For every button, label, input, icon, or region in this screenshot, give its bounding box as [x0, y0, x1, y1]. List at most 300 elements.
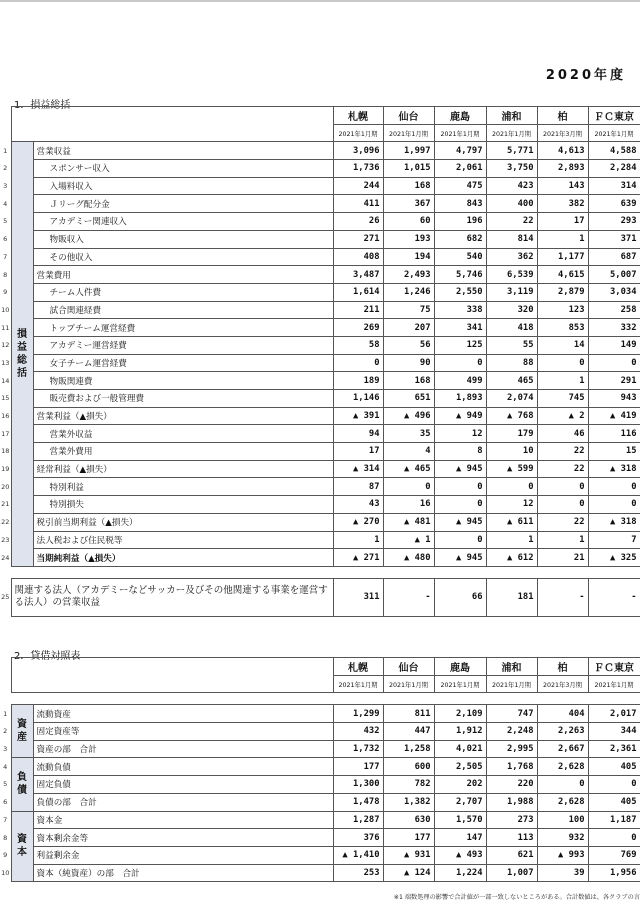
cell-value: 1,287: [333, 811, 383, 829]
cell-value: 639: [588, 195, 640, 213]
cell-value: 0: [588, 496, 640, 514]
cell-value: 1,893: [434, 390, 486, 408]
table-row: [0, 864, 640, 882]
period-header: 2021年1月期: [434, 124, 486, 142]
cell-value: 1,187: [588, 811, 640, 829]
cell-value: 207: [383, 319, 434, 337]
cell-value: 382: [537, 195, 588, 213]
cell-value: 3,487: [333, 266, 383, 284]
cell-value: 769: [588, 846, 640, 864]
cell-value: 17: [333, 443, 383, 461]
spacer: [0, 693, 640, 705]
cell-value: 3,096: [333, 142, 383, 160]
cell-value: 320: [486, 301, 537, 319]
row-number: 10: [1, 868, 10, 877]
row-number: 1: [3, 146, 8, 155]
row-label: チーム人件費: [33, 283, 333, 301]
cell-value: ▲ 1,410: [333, 846, 383, 864]
related-row: [0, 578, 640, 616]
cell-value: 2,248: [486, 723, 537, 741]
cell-value: ▲ 2: [537, 407, 588, 425]
cell-value: 244: [333, 177, 383, 195]
row-number: 10: [1, 305, 10, 314]
cell-value: 423: [486, 177, 537, 195]
cell-value: ▲ 124: [383, 864, 434, 882]
table-row: [0, 758, 640, 776]
row-number: 2: [3, 727, 8, 736]
cell-value: 814: [486, 230, 537, 248]
table-row: [0, 266, 640, 284]
cell-value: 17: [537, 213, 588, 231]
cell-value: 2,361: [588, 740, 640, 758]
cell-value: 100: [537, 811, 588, 829]
row-number: 1: [3, 709, 8, 718]
club-header: 札幌: [333, 658, 383, 676]
cell-value: 94: [333, 425, 383, 443]
cell-value: ▲ 391: [333, 407, 383, 425]
row-number: 18: [1, 447, 10, 456]
cell-value: 179: [486, 425, 537, 443]
row-label: 特別利益: [33, 478, 333, 496]
cell-value: ▲ 931: [383, 846, 434, 864]
table-row: [0, 531, 640, 549]
cell-value: 1,732: [333, 740, 383, 758]
cell-value: 2,628: [537, 758, 588, 776]
cell-value: 630: [383, 811, 434, 829]
row-label: 負債の部 合計: [33, 793, 333, 811]
row-number: 22: [1, 518, 10, 527]
table-row: [0, 776, 640, 794]
row-number: 19: [1, 465, 10, 474]
row-label: 固定負債: [33, 776, 333, 794]
club-header: ＦＣ東京: [588, 107, 640, 125]
cell-value: 1,246: [383, 283, 434, 301]
cell-value: 0: [537, 478, 588, 496]
side-label: [11, 811, 33, 882]
cell-value: 0: [434, 496, 486, 514]
cell-value: 2,061: [434, 160, 486, 178]
period-header: 2021年1月期: [486, 675, 537, 693]
cell-value: 10: [486, 443, 537, 461]
cell-value: 0: [588, 478, 640, 496]
cell-value: ▲ 949: [434, 407, 486, 425]
cell-value: -: [537, 578, 588, 616]
row-label: 資本剰余金等: [33, 829, 333, 847]
cell-value: 338: [434, 301, 486, 319]
cell-value: 2,628: [537, 793, 588, 811]
cell-value: ▲ 945: [434, 460, 486, 478]
row-label: 特別損失: [33, 496, 333, 514]
cell-value: 1,300: [333, 776, 383, 794]
period-header: 2021年1月期: [486, 124, 537, 142]
row-number: 21: [1, 500, 10, 509]
cell-value: ▲ 271: [333, 549, 383, 567]
cell-value: 1,224: [434, 864, 486, 882]
row-label: 資産の部 合計: [33, 740, 333, 758]
cell-value: 16: [383, 496, 434, 514]
cell-value: ▲ 993: [537, 846, 588, 864]
cell-value: 0: [434, 531, 486, 549]
row-number: 3: [3, 182, 8, 191]
header-row: [0, 107, 640, 125]
cell-value: 194: [383, 248, 434, 266]
cell-value: 0: [383, 478, 434, 496]
cell-value: ▲ 419: [588, 407, 640, 425]
cell-value: 1,299: [333, 705, 383, 723]
period-header: 2021年1月期: [588, 675, 640, 693]
club-header: ＦＣ東京: [588, 658, 640, 676]
balance-sheet-table: [0, 657, 640, 882]
footnote: ※1 端数処理の影響で合計値が一部一致しないところがある。合計数値は、各クラブの言: [393, 894, 640, 901]
cell-value: ▲ 611: [486, 513, 537, 531]
cell-value: 745: [537, 390, 588, 408]
cell-value: 168: [383, 177, 434, 195]
row-label: 販売費および一般管理費: [33, 390, 333, 408]
cell-value: ▲ 318: [588, 460, 640, 478]
cell-value: 405: [588, 793, 640, 811]
row-number: 9: [3, 288, 8, 297]
cell-value: 782: [383, 776, 434, 794]
cell-value: 1,177: [537, 248, 588, 266]
row-number-blank: [0, 658, 11, 676]
period-header: 2021年1月期: [383, 124, 434, 142]
cell-value: 2,263: [537, 723, 588, 741]
row-number: 4: [3, 762, 8, 771]
cell-value: ▲ 481: [383, 513, 434, 531]
period-header: 2021年1月期: [434, 675, 486, 693]
cell-value: 143: [537, 177, 588, 195]
cell-value: 341: [434, 319, 486, 337]
row-number-blank: [0, 124, 11, 142]
row-label: 試合関連経費: [33, 301, 333, 319]
row-label: アカデミー運営経費: [33, 336, 333, 354]
cell-value: 2,505: [434, 758, 486, 776]
cell-value: 211: [333, 301, 383, 319]
row-number: 15: [1, 394, 10, 403]
cell-value: ▲ 314: [333, 460, 383, 478]
row-number: 5: [3, 780, 8, 789]
cell-value: -: [383, 578, 434, 616]
cell-value: 147: [434, 829, 486, 847]
cell-value: 220: [486, 776, 537, 794]
row-label: 営業利益（▲損失）: [33, 407, 333, 425]
cell-value: ▲ 599: [486, 460, 537, 478]
cell-value: 687: [588, 248, 640, 266]
cell-value: 2,284: [588, 160, 640, 178]
row-label: スポンサー収入: [33, 160, 333, 178]
cell-value: 87: [333, 478, 383, 496]
row-label: トップチーム運営経費: [33, 319, 333, 337]
cell-value: 4,615: [537, 266, 588, 284]
cell-value: 371: [588, 230, 640, 248]
table-row: [0, 425, 640, 443]
cell-value: ▲ 496: [383, 407, 434, 425]
cell-value: 0: [537, 776, 588, 794]
row-number: 9: [3, 851, 8, 860]
cell-value: 196: [434, 213, 486, 231]
cell-value: 15: [588, 443, 640, 461]
cell-value: 4: [383, 443, 434, 461]
cell-value: 540: [434, 248, 486, 266]
cell-value: 747: [486, 705, 537, 723]
row-number: 5: [3, 217, 8, 226]
cell-value: 843: [434, 195, 486, 213]
table-row: [0, 301, 640, 319]
cell-value: 0: [537, 354, 588, 372]
cell-value: 475: [434, 177, 486, 195]
spacer-row: [0, 693, 640, 705]
cell-value: 651: [383, 390, 434, 408]
row-number: 24: [1, 553, 10, 562]
cell-value: 465: [486, 372, 537, 390]
cell-value: 432: [333, 723, 383, 741]
table-row: [0, 283, 640, 301]
cell-value: 56: [383, 336, 434, 354]
cell-value: 7: [588, 531, 640, 549]
table-row: [0, 460, 640, 478]
cell-value: 177: [333, 758, 383, 776]
row-label: 営業費用: [33, 266, 333, 284]
row-label: 営業外費用: [33, 443, 333, 461]
table-row: [0, 793, 640, 811]
cell-value: 2,879: [537, 283, 588, 301]
row-number: 25: [1, 593, 10, 602]
cell-value: 39: [537, 864, 588, 882]
cell-value: 75: [383, 301, 434, 319]
cell-value: 1,614: [333, 283, 383, 301]
cell-value: 116: [588, 425, 640, 443]
cell-value: 418: [486, 319, 537, 337]
period-header: 2021年1月期: [588, 124, 640, 142]
pl-section-title: 1．損益総括: [14, 100, 71, 111]
cell-value: 853: [537, 319, 588, 337]
cell-value: 0: [588, 776, 640, 794]
cell-value: 1,570: [434, 811, 486, 829]
row-label: その他収入: [33, 248, 333, 266]
side-label: [11, 705, 33, 758]
cell-value: 12: [434, 425, 486, 443]
cell-value: 404: [537, 705, 588, 723]
row-label: 資本金: [33, 811, 333, 829]
cell-value: 5,007: [588, 266, 640, 284]
table-row: [0, 829, 640, 847]
cell-value: ▲ 1: [383, 531, 434, 549]
cell-value: 3,119: [486, 283, 537, 301]
period-header: 2021年1月期: [333, 675, 383, 693]
cell-value: 1,768: [486, 758, 537, 776]
cell-value: 22: [537, 513, 588, 531]
row-label: 女子チーム運営経費: [33, 354, 333, 372]
cell-value: 1,382: [383, 793, 434, 811]
cell-value: 113: [486, 829, 537, 847]
cell-value: 202: [434, 776, 486, 794]
row-number: 8: [3, 833, 8, 842]
income-statement-table: [0, 106, 640, 617]
cell-value: 21: [537, 549, 588, 567]
club-header: 鹿島: [434, 107, 486, 125]
cell-value: ▲ 318: [588, 513, 640, 531]
row-number: 13: [1, 358, 10, 367]
row-label: 流動資産: [33, 705, 333, 723]
row-number: 12: [1, 341, 10, 350]
cell-value: 405: [588, 758, 640, 776]
cell-value: 22: [537, 443, 588, 461]
related-label: 関連する法人（アカデミーなどサッカー及びその他関連する事業を運営する法人）の営業収益: [11, 578, 333, 616]
row-label: 固定資産等: [33, 723, 333, 741]
cell-value: 0: [486, 478, 537, 496]
table-row: [0, 443, 640, 461]
cell-value: 149: [588, 336, 640, 354]
side-label: [11, 758, 33, 811]
cell-value: 181: [486, 578, 537, 616]
row-label: 物販関連費: [33, 372, 333, 390]
header-blank: [11, 658, 333, 693]
club-header: 浦和: [486, 658, 537, 676]
page-title: 2020年度: [545, 68, 626, 83]
side-label-text: 損益総括: [17, 329, 27, 380]
cell-value: 2,707: [434, 793, 486, 811]
side-label-text: 資本: [17, 834, 27, 859]
cell-value: 0: [333, 354, 383, 372]
row-label: 流動負債: [33, 758, 333, 776]
table-row: [0, 336, 640, 354]
row-label: 経常利益（▲損失）: [33, 460, 333, 478]
cell-value: 0: [537, 496, 588, 514]
row-label: 営業外収益: [33, 425, 333, 443]
cell-value: 400: [486, 195, 537, 213]
row-number: 7: [3, 252, 8, 261]
cell-value: 2,893: [537, 160, 588, 178]
cell-value: 22: [537, 460, 588, 478]
row-number: 8: [3, 270, 8, 279]
separator-row: [0, 566, 640, 578]
cell-value: 66: [434, 578, 486, 616]
cell-value: 600: [383, 758, 434, 776]
cell-value: 125: [434, 336, 486, 354]
cell-value: 1,478: [333, 793, 383, 811]
cell-value: 1,258: [383, 740, 434, 758]
table-row: [0, 846, 640, 864]
cell-value: 2,550: [434, 283, 486, 301]
cell-value: -: [588, 578, 640, 616]
table-row: [0, 390, 640, 408]
cell-value: 2,667: [537, 740, 588, 758]
cell-value: ▲ 493: [434, 846, 486, 864]
row-number: 3: [3, 745, 8, 754]
club-header: 札幌: [333, 107, 383, 125]
table-row: [0, 549, 640, 567]
cell-value: ▲ 480: [383, 549, 434, 567]
row-number: 11: [1, 323, 10, 332]
cell-value: 2,017: [588, 705, 640, 723]
row-number: 6: [3, 798, 8, 807]
cell-value: ▲ 612: [486, 549, 537, 567]
row-label: Ｊリーグ配分金: [33, 195, 333, 213]
row-number: 20: [1, 482, 10, 491]
club-header: 仙台: [383, 107, 434, 125]
cell-value: 3,034: [588, 283, 640, 301]
period-header: 2021年1月期: [333, 124, 383, 142]
period-header: 2021年1月期: [383, 675, 434, 693]
row-number: 23: [1, 535, 10, 544]
cell-value: 932: [537, 829, 588, 847]
cell-value: 0: [588, 354, 640, 372]
cell-value: 4,613: [537, 142, 588, 160]
cell-value: 811: [383, 705, 434, 723]
cell-value: 4,588: [588, 142, 640, 160]
cell-value: ▲ 465: [383, 460, 434, 478]
separator: [0, 566, 640, 578]
cell-value: 0: [434, 354, 486, 372]
table-row: [0, 177, 640, 195]
row-number: 14: [1, 376, 10, 385]
cell-value: 55: [486, 336, 537, 354]
row-number: 7: [3, 815, 8, 824]
cell-value: 193: [383, 230, 434, 248]
club-header: 柏: [537, 658, 588, 676]
table-row: [0, 811, 640, 829]
cell-value: 5,746: [434, 266, 486, 284]
row-number-blank: [0, 107, 11, 125]
table-row: [0, 213, 640, 231]
cell-value: 376: [333, 829, 383, 847]
cell-value: 4,021: [434, 740, 486, 758]
cell-value: 3,750: [486, 160, 537, 178]
row-label: 税引前当期利益（▲損失）: [33, 513, 333, 531]
cell-value: 293: [588, 213, 640, 231]
cell-value: 367: [383, 195, 434, 213]
row-number: 6: [3, 235, 8, 244]
period-header: 2021年3月期: [537, 124, 588, 142]
cell-value: ▲ 945: [434, 513, 486, 531]
row-number: 17: [1, 429, 10, 438]
club-header: 鹿島: [434, 658, 486, 676]
cell-value: 314: [588, 177, 640, 195]
cell-value: 1,912: [434, 723, 486, 741]
table-row: [0, 740, 640, 758]
header-blank: [11, 107, 333, 142]
table-row: [0, 248, 640, 266]
table-row: [0, 195, 640, 213]
row-label: 利益剰余金: [33, 846, 333, 864]
club-header: 仙台: [383, 658, 434, 676]
cell-value: 344: [588, 723, 640, 741]
cell-value: 943: [588, 390, 640, 408]
period-header: 2021年3月期: [537, 675, 588, 693]
cell-value: 26: [333, 213, 383, 231]
row-label: 当期純利益（▲損失）: [33, 549, 333, 567]
cell-value: 291: [588, 372, 640, 390]
cell-value: 271: [333, 230, 383, 248]
cell-value: 43: [333, 496, 383, 514]
cell-value: 1: [537, 531, 588, 549]
cell-value: 1,015: [383, 160, 434, 178]
table-row: [0, 230, 640, 248]
row-label: 資本（純資産）の部 合計: [33, 864, 333, 882]
cell-value: ▲ 270: [333, 513, 383, 531]
cell-value: 362: [486, 248, 537, 266]
cell-value: 269: [333, 319, 383, 337]
cell-value: 22: [486, 213, 537, 231]
cell-value: 2,493: [383, 266, 434, 284]
row-number: 4: [3, 199, 8, 208]
cell-value: 1,146: [333, 390, 383, 408]
table-row: [0, 407, 640, 425]
cell-value: 0: [588, 829, 640, 847]
cell-value: 1,007: [486, 864, 537, 882]
side-label-text: 資産: [17, 719, 27, 744]
table-row: [0, 372, 640, 390]
